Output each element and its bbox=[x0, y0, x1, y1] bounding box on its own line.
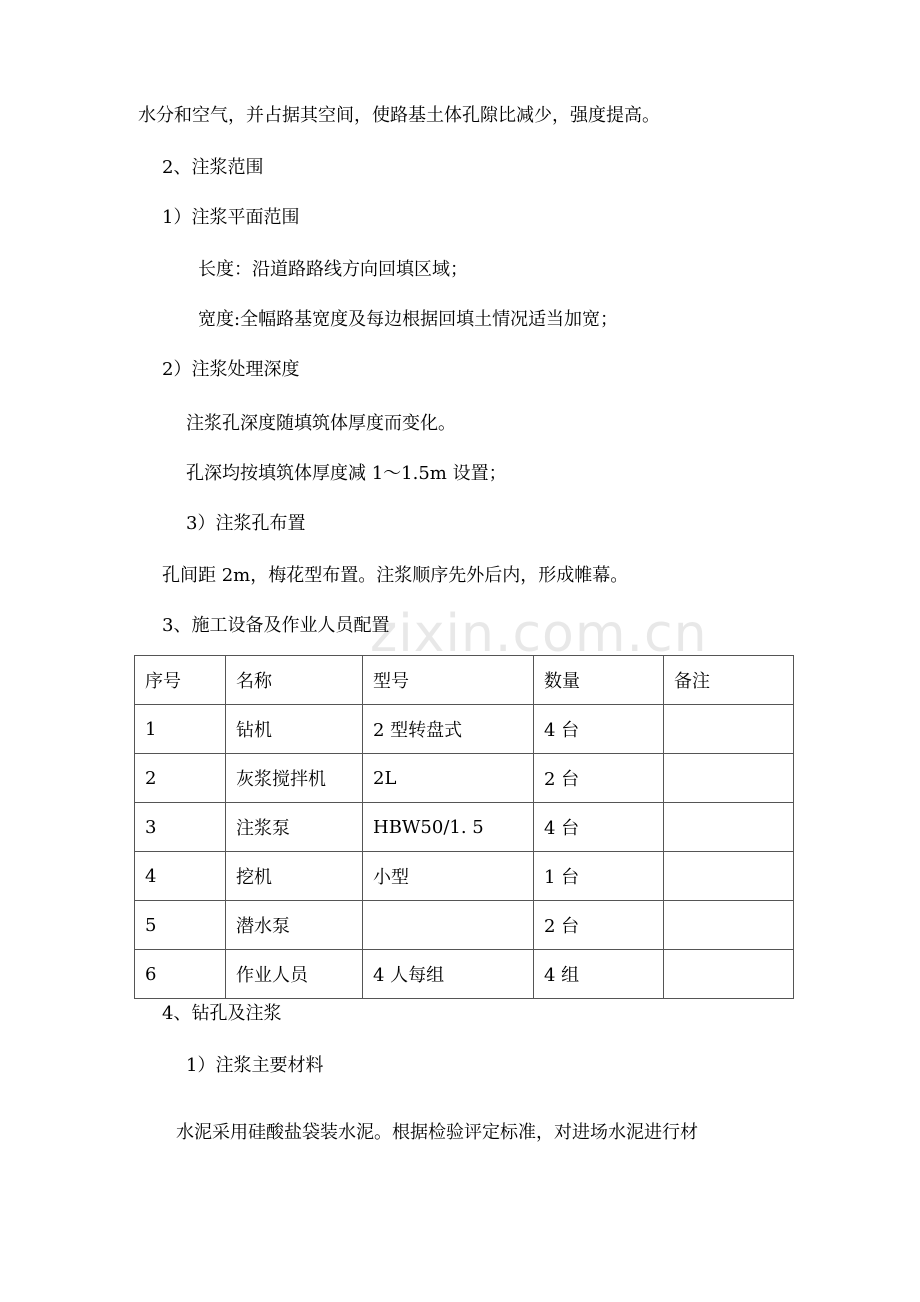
table-cell: 1 bbox=[135, 705, 226, 754]
paragraph-line: 长度：沿道路路线方向回填区域； bbox=[198, 259, 468, 280]
table-cell bbox=[664, 950, 794, 999]
header-cell-remarks: 备注 bbox=[664, 656, 794, 705]
subsection-heading: 3）注浆孔布置 bbox=[186, 513, 306, 534]
table-cell: 作业人员 bbox=[226, 950, 363, 999]
table-header-row bbox=[135, 656, 794, 705]
table-cell: 小型 bbox=[363, 852, 534, 901]
table-cell bbox=[664, 754, 794, 803]
table-cell: 4 bbox=[135, 852, 226, 901]
table-row bbox=[135, 901, 794, 950]
table-cell: 5 bbox=[135, 901, 226, 950]
subsection-heading: 2）注浆处理深度 bbox=[162, 359, 300, 380]
table-cell: 2 台 bbox=[534, 754, 664, 803]
section-heading: 2、注浆范围 bbox=[162, 157, 264, 178]
table-cell: HBW50/1. 5 bbox=[363, 803, 534, 852]
table-cell: 2 型转盘式 bbox=[363, 705, 534, 754]
header-cell-quantity: 数量 bbox=[534, 656, 664, 705]
header-cell-name: 名称 bbox=[226, 656, 363, 705]
paragraph-line: 宽度:全幅路基宽度及每边根据回填土情况适当加宽； bbox=[198, 309, 619, 330]
section-heading: 3、施工设备及作业人员配置 bbox=[162, 615, 390, 636]
table-row bbox=[135, 754, 794, 803]
table-cell: 3 bbox=[135, 803, 226, 852]
table-cell bbox=[664, 705, 794, 754]
table-cell: 挖机 bbox=[226, 852, 363, 901]
table-cell bbox=[664, 901, 794, 950]
table-cell: 钻机 bbox=[226, 705, 363, 754]
header-cell-model: 型号 bbox=[363, 656, 534, 705]
table-cell: 4 台 bbox=[534, 803, 664, 852]
table-cell: 4 人每组 bbox=[363, 950, 534, 999]
table-cell: 1 台 bbox=[534, 852, 664, 901]
table-cell: 6 bbox=[135, 950, 226, 999]
paragraph-line: 孔深均按填筑体厚度减 1～1.5m 设置； bbox=[186, 463, 507, 484]
table-row bbox=[135, 705, 794, 754]
header-cell-index: 序号 bbox=[135, 656, 226, 705]
table-cell: 2 台 bbox=[534, 901, 664, 950]
table-cell: 灰浆搅拌机 bbox=[226, 754, 363, 803]
table-cell: 注浆泵 bbox=[226, 803, 363, 852]
table-row bbox=[135, 852, 794, 901]
paragraph-line: 孔间距 2m，梅花型布置。注浆顺序先外后内，形成帷幕。 bbox=[162, 565, 629, 586]
table-row bbox=[135, 803, 794, 852]
equipment-table bbox=[134, 655, 794, 999]
paragraph-line: 注浆孔深度随填筑体厚度而变化。 bbox=[186, 413, 456, 434]
table-cell: 2 bbox=[135, 754, 226, 803]
table-cell bbox=[363, 901, 534, 950]
table-cell: 潜水泵 bbox=[226, 901, 363, 950]
watermark: zixin.com.cn bbox=[370, 604, 708, 664]
subsection-heading: 1）注浆平面范围 bbox=[162, 207, 300, 228]
table-cell bbox=[664, 852, 794, 901]
paragraph-line: 水分和空气，并占据其空间，使路基土体孔隙比减少，强度提高。 bbox=[138, 105, 660, 126]
table-cell: 4 台 bbox=[534, 705, 664, 754]
paragraph-line: 水泥采用硅酸盐袋装水泥。根据检验评定标准，对进场水泥进行材 bbox=[176, 1122, 698, 1143]
subsection-heading: 1）注浆主要材料 bbox=[186, 1055, 324, 1076]
table-row bbox=[135, 950, 794, 999]
section-heading: 4、钻孔及注浆 bbox=[162, 1003, 282, 1024]
table-cell: 2L bbox=[363, 754, 534, 803]
table-cell bbox=[664, 803, 794, 852]
table-cell: 4 组 bbox=[534, 950, 664, 999]
